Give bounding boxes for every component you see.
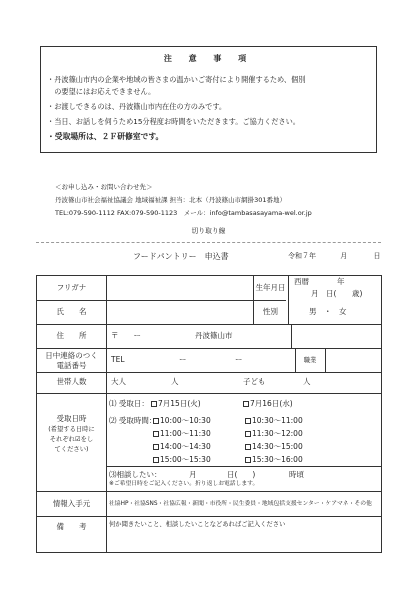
pickup-day-option[interactable]: 7月16日(水) (243, 399, 293, 408)
divider (288, 276, 289, 324)
phone-label-line1: 日中連絡のつく (45, 351, 98, 360)
date-month: 月 (340, 252, 348, 260)
gender-options[interactable]: 男 ・ 女 (309, 307, 347, 316)
consult-note: ※ご希望日時をご記入ください。折り返しお電話します。 (109, 481, 259, 487)
adults-label: 大人 (111, 377, 126, 386)
pickup-label-line4: てください) (54, 446, 89, 453)
pickup-label-line1: 受取日時 (56, 414, 87, 423)
job-label: 職業 (303, 357, 317, 364)
time-slot-option[interactable]: 14:30～15:00 (245, 442, 303, 451)
consult-month: 月 (189, 470, 197, 479)
notice-line: ・丹波篠山市内の企業や地域の皆さまの温かいご寄付により開催するため、個別 (47, 75, 306, 84)
address-postal[interactable]: 〒 ー (111, 331, 141, 340)
adults-unit: 人 (171, 377, 179, 386)
checkbox-icon (245, 418, 251, 424)
gender-label: 性別 (263, 307, 278, 316)
pickup-time-heading: ⑵ 受取時間： (109, 416, 157, 425)
birth-month-day: 月 日( (311, 289, 337, 298)
row-line (106, 466, 381, 467)
address-label: 住 所 (56, 331, 87, 340)
row-line (37, 393, 381, 394)
checkbox-icon (245, 444, 251, 450)
checkbox-icon (153, 431, 159, 437)
notice-line: の要望にはお応えできません。 (47, 87, 156, 96)
time-slot-option[interactable]: 15:30～16:00 (245, 455, 303, 464)
source-label: 情報入手元 (52, 499, 91, 508)
remarks-field[interactable] (107, 532, 382, 552)
consult-label: ⑶相談したい： (109, 470, 162, 479)
row-line (37, 372, 381, 373)
birth-age: 歳) (352, 289, 363, 298)
checkbox-icon (153, 418, 159, 424)
application-form (36, 275, 382, 553)
time-slot-option[interactable]: 10:30～11:00 (245, 416, 303, 425)
form-title: フードパントリー 申込書 (133, 252, 229, 261)
checkbox-icon (151, 401, 157, 407)
pickup-day-heading: ⑴ 受取日： (109, 399, 149, 408)
row-line (37, 491, 381, 492)
contact-details: TEL:079-590-1112 FAX:079-590-1123 メール：info@tambasasayama-wel.or.jp (55, 209, 312, 217)
row-line (37, 516, 381, 517)
furigana-label: フリガナ (56, 283, 87, 292)
notice-title: 注 意 事 項 (163, 54, 254, 63)
contact-heading: ＜お申し込み・お問い合わせ先＞ (55, 183, 153, 191)
job-field[interactable] (326, 349, 382, 371)
remarks-hint: 何か聞きたいこと、相談したいことなどあればご記入ください (109, 521, 286, 528)
contact-info (55, 181, 312, 220)
time-slot-option[interactable]: 14:00～14:30 (153, 442, 211, 451)
consult-time: 時頃 (289, 470, 304, 479)
time-slot-option[interactable]: 11:00～11:30 (153, 429, 211, 438)
divider (291, 324, 292, 348)
date-era: 令和７年 (288, 252, 316, 260)
phone-dash: ー (235, 355, 243, 364)
form-date (288, 251, 380, 261)
checkbox-icon (243, 401, 249, 407)
birth-era: 西暦 (294, 277, 309, 286)
name-field[interactable] (107, 301, 252, 323)
checkbox-icon (245, 457, 251, 463)
consult-day: 日( ) (227, 470, 256, 479)
birth-label: 生年月日 (255, 283, 286, 292)
notice-line: ・お渡しできるのは、丹波篠山市内在住の方のみです。 (47, 102, 227, 111)
checkbox-icon (245, 431, 251, 437)
time-slot-option[interactable]: 11:30～12:00 (245, 429, 303, 438)
time-slot-option[interactable]: 10:00～10:30 (153, 416, 211, 425)
cut-line-label: 切り取り線 (191, 227, 226, 235)
time-slot-option[interactable]: 15:00～15:30 (153, 455, 211, 464)
pickup-day-option[interactable]: 7月15日(火) (151, 399, 201, 408)
name-label: 氏 名 (56, 307, 87, 316)
notice-box (40, 46, 377, 153)
pickup-label-line3: それぞれ☑をし (49, 436, 94, 443)
address-city: 丹波篠山市 (195, 331, 233, 340)
notice-line: ・当日、お話しを伺うため15分程度お時間をいただきます。ご協力ください。 (47, 117, 300, 126)
row-line (37, 324, 381, 325)
remarks-label: 備 考 (56, 522, 87, 531)
children-label: 子ども (243, 377, 266, 386)
source-options[interactable]: 社協HP・社協SNS・社協広報・新聞・市役所・民生委員・地域包括支援センター・ケアマネ・その他 (109, 501, 372, 507)
checkbox-icon (153, 444, 159, 450)
children-unit: 人 (303, 377, 311, 386)
contact-org: 丹波篠山市社会福祉協議会 地域福祉課 担当：北本（丹波篠山市網掛301番地） (55, 196, 287, 204)
phone-dash: ー (179, 355, 187, 364)
date-day: 日 (373, 252, 381, 260)
notice-line-important: ・受取場所は、２Ｆ研修室です。 (47, 132, 164, 141)
phone-tel-label: TEL (111, 355, 125, 364)
birth-year: 年 (337, 277, 345, 286)
phone-label-line2: 電話番号 (56, 361, 87, 370)
household-label: 世帯人数 (56, 377, 87, 386)
pickup-label-line2: (希望する日時に (48, 426, 95, 433)
furigana-field[interactable] (107, 277, 252, 299)
checkbox-icon (153, 457, 159, 463)
cut-line-rule (36, 242, 381, 243)
